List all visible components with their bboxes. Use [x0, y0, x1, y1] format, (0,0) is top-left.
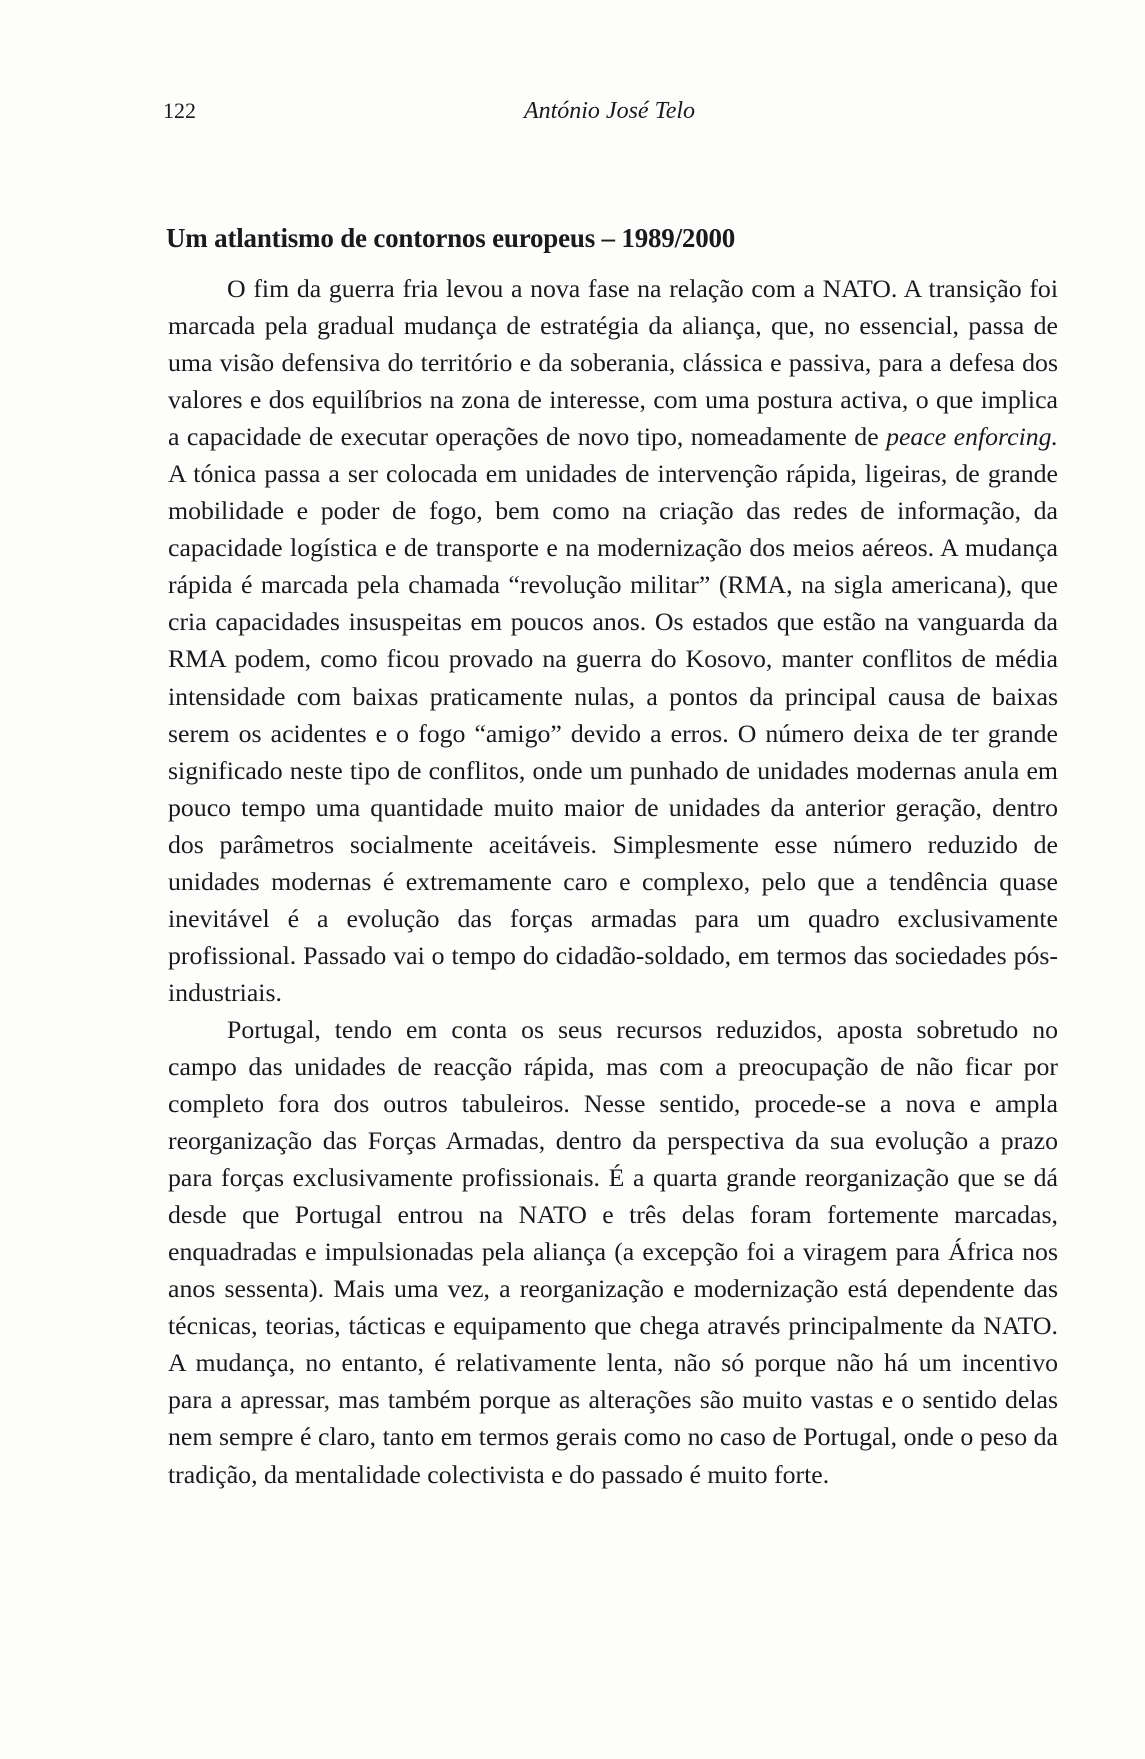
running-title-author: António José Telo: [523, 98, 696, 124]
running-head: [163, 98, 1056, 132]
paragraph-1-text-a: O fim da guerra fria levou a nova fase na relação com a NATO. A transição foi marcada pela gradual mudança de estratégia da aliança, que, no essencial, passa de uma visão defensiva do território e da soberania, clássica e passiva, para a defesa dos valores e dos equilíbrios na zona de interesse, com uma postura activa, o que implica a capacidade de executar operações de novo tipo, nomeadamente de: [168, 274, 1058, 452]
section-heading: Um atlantismo de contornos europeus – 1989/2000: [166, 223, 736, 253]
paragraph-1-text-b: A tónica passa a ser colocada em unidades de intervenção rápida, ligeiras, de grande mobilidade e poder de fogo, bem como na criação das redes de informação, da capacidade logística e de transporte e na modernização dos meios aéreos. A mudança rápida é marcada pela chamada “revolução militar” (RMA, na sigla americana), que cria capacidades insuspeitas em poucos anos. Os estados que estão na vanguarda da RMA podem, como ficou provado na guerra do Kosovo, manter conflitos de média intensidade com baixas praticamente nulas, a pontos da principal causa de baixas serem os acidentes e o fogo “amigo” devido a erros. O número deixa de ter grande significado neste tipo de conflitos, onde um punhado de unidades modernas anula em pouco tempo uma quantidade muito maior de unidades da anterior geração, dentro dos parâmetros socialmente aceitáveis. Simplesmente esse número reduzido de unidades modernas é extremamente caro e complexo, pelo que a tendência quase inevitável é a evolução das forças armadas para um quadro exclusivamente profissional. Passado vai o tempo do cidadão-soldado, em termos das sociedades pós-industriais.: [168, 459, 1058, 1007]
paragraph-1: [168, 270, 1058, 1011]
body-text: [168, 270, 1058, 1493]
paragraph-2: Portugal, tendo em conta os seus recursos reduzidos, aposta sobretudo no campo das unidades de reacção rápida, mas com a preocupação de não ficar por completo fora dos outros tabuleiros. Nesse sentido, procede-se a nova e ampla reorganização das Forças Armadas, dentro da perspectiva da sua evolução a prazo para forças exclusivamente profissionais. É a quarta grande reorganização que se dá desde que Portugal entrou na NATO e três delas foram fortemente marcadas, enquadradas e impulsionadas pela aliança (a excepção foi a viragem para África nos anos sessenta). Mais uma vez, a reorganização e modernização está dependente das técnicas, teorias, tácticas e equipamento que chega através principalmente da NATO. A mudança, no entanto, é relativamente lenta, não só porque não há um incentivo para a apressar, mas também porque as alterações são muito vastas e o sentido delas nem sempre é claro, tanto em termos gerais como no caso de Portugal, onde o peso da tradição, da mentalidade colectivista e do passado é muito forte.: [168, 1014, 1058, 1489]
italic-term: peace enforcing.: [886, 422, 1058, 452]
page-number: 122: [163, 98, 196, 123]
